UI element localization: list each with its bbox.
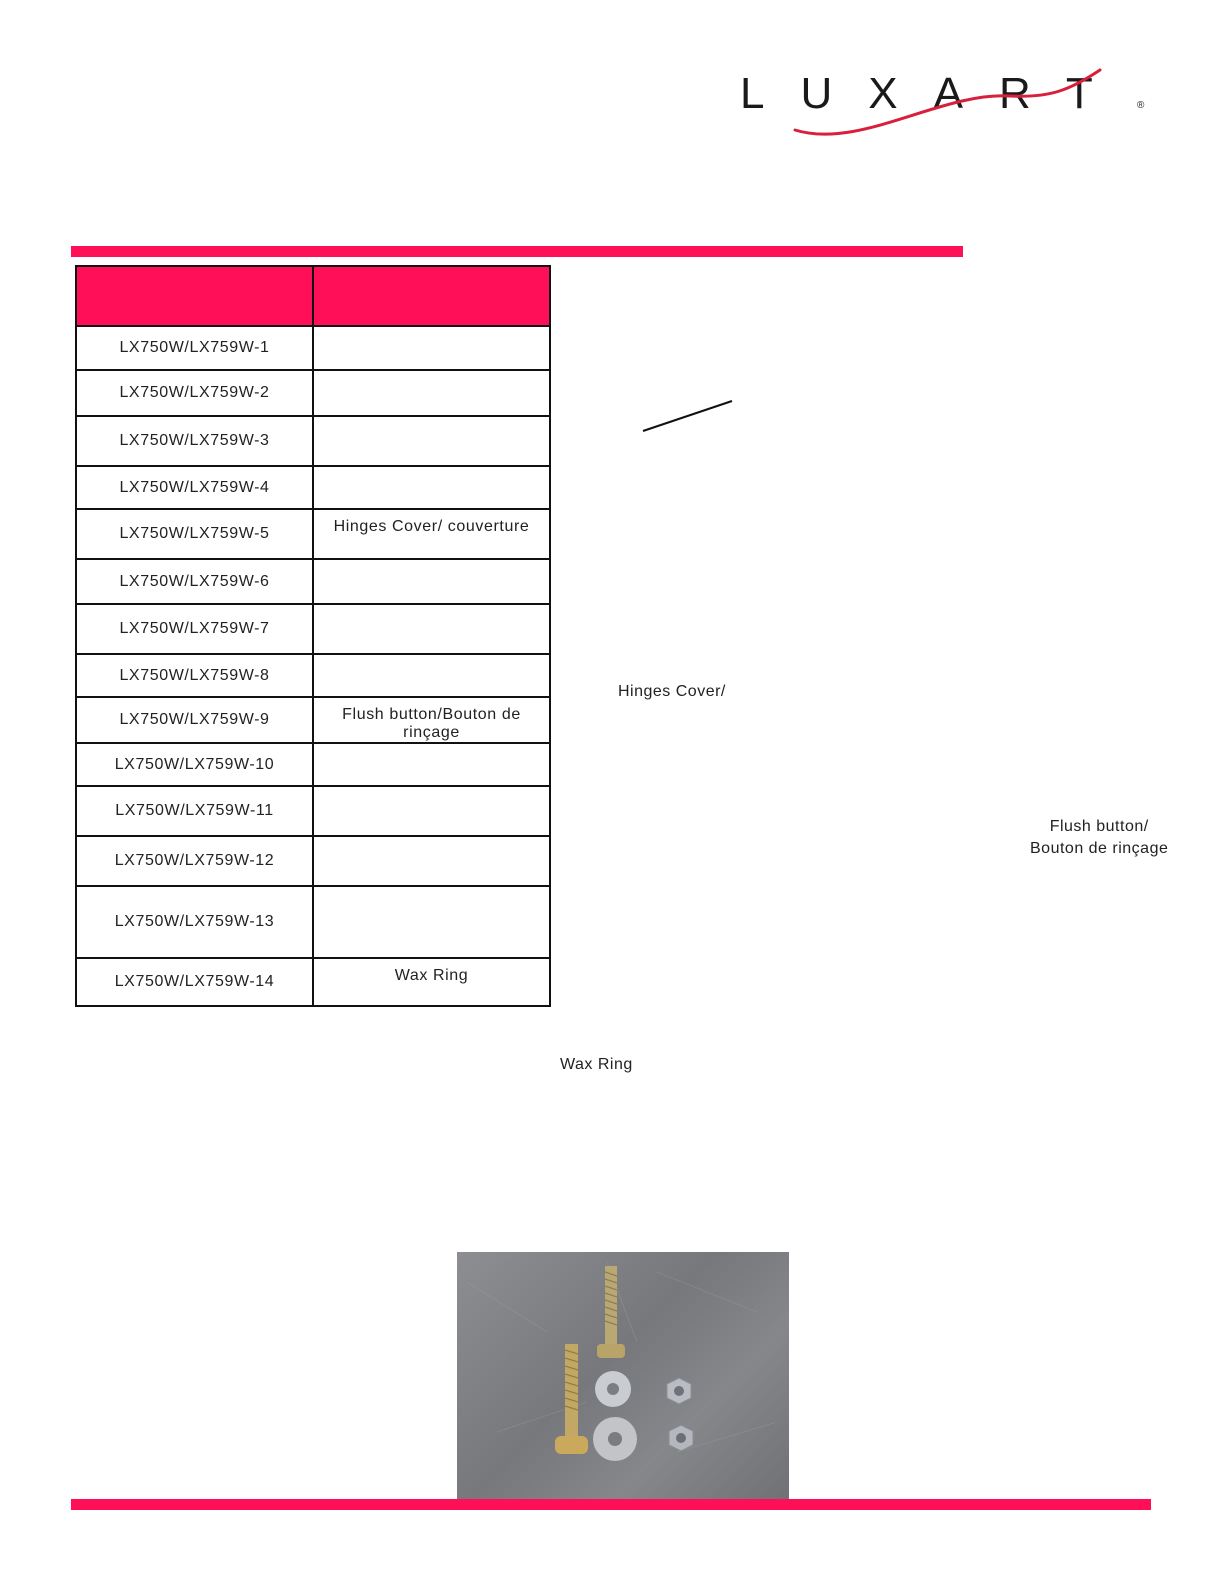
hinges-cover-callout: Hinges Cover/ [618,683,726,700]
part-number: LX750W/LX759W-6 [76,559,313,604]
part-description [313,654,550,697]
part-number: LX750W/LX759W-11 [76,786,313,836]
table-row [76,416,550,466]
part-description [313,466,550,509]
part-description [313,326,550,370]
table-row [76,743,550,786]
table-row [76,604,550,654]
hardware-photo-illustration [457,1252,789,1499]
part-description [313,886,550,958]
table-row [76,958,550,1006]
bolt-upper [597,1266,625,1358]
flush-callout-line2: Bouton de rinçage [1030,840,1169,857]
logo-wordmark: LUXART [740,69,1129,118]
luxart-logo [740,62,1160,142]
part-number: LX750W/LX759W-14 [76,958,313,1006]
part-number: LX750W/LX759W-13 [76,886,313,958]
part-number: LX750W/LX759W-1 [76,326,313,370]
part-number: LX750W/LX759W-10 [76,743,313,786]
table-row [76,886,550,958]
part-number: LX750W/LX759W-8 [76,654,313,697]
wax-ring-callout: Wax Ring [560,1056,633,1073]
part-description [313,559,550,604]
part-number: LX750W/LX759W-12 [76,836,313,886]
top-accent-bar [71,246,963,257]
bottom-accent-bar [71,1499,1151,1510]
part-description [313,604,550,654]
flush-button-callout [1030,816,1168,860]
flush-callout-line1: Flush button/ [1049,818,1149,835]
table-row [76,697,550,743]
part-description: Wax Ring [313,958,550,1006]
diagram-leader-line [640,395,735,435]
hex-nuts [667,1378,693,1451]
part-number: LX750W/LX759W-3 [76,416,313,466]
bolts-washers-nuts-photo [457,1252,789,1499]
washers [593,1371,637,1461]
part-description [313,786,550,836]
table-row [76,559,550,604]
table-header-row [76,266,550,326]
table-row [76,370,550,416]
table-row [76,786,550,836]
luxart-logo-mark [740,62,1160,142]
table-row [76,509,550,559]
part-number: LX750W/LX759W-4 [76,466,313,509]
header-description-cell [313,266,550,326]
table-row [76,836,550,886]
part-description [313,836,550,886]
bolt-lower [555,1344,588,1454]
part-description [313,416,550,466]
parts-table [75,265,551,1007]
part-description: Flush button/Bouton de rinçage [313,697,550,743]
part-description [313,743,550,786]
part-number: LX750W/LX759W-2 [76,370,313,416]
part-description [313,370,550,416]
table-row [76,326,550,370]
part-description: Hinges Cover/ couverture [313,509,550,559]
registered-mark: ® [1137,100,1145,111]
part-number: LX750W/LX759W-5 [76,509,313,559]
table-row [76,654,550,697]
part-number: LX750W/LX759W-7 [76,604,313,654]
part-number: LX750W/LX759W-9 [76,697,313,743]
header-part-cell [76,266,313,326]
table-row [76,466,550,509]
